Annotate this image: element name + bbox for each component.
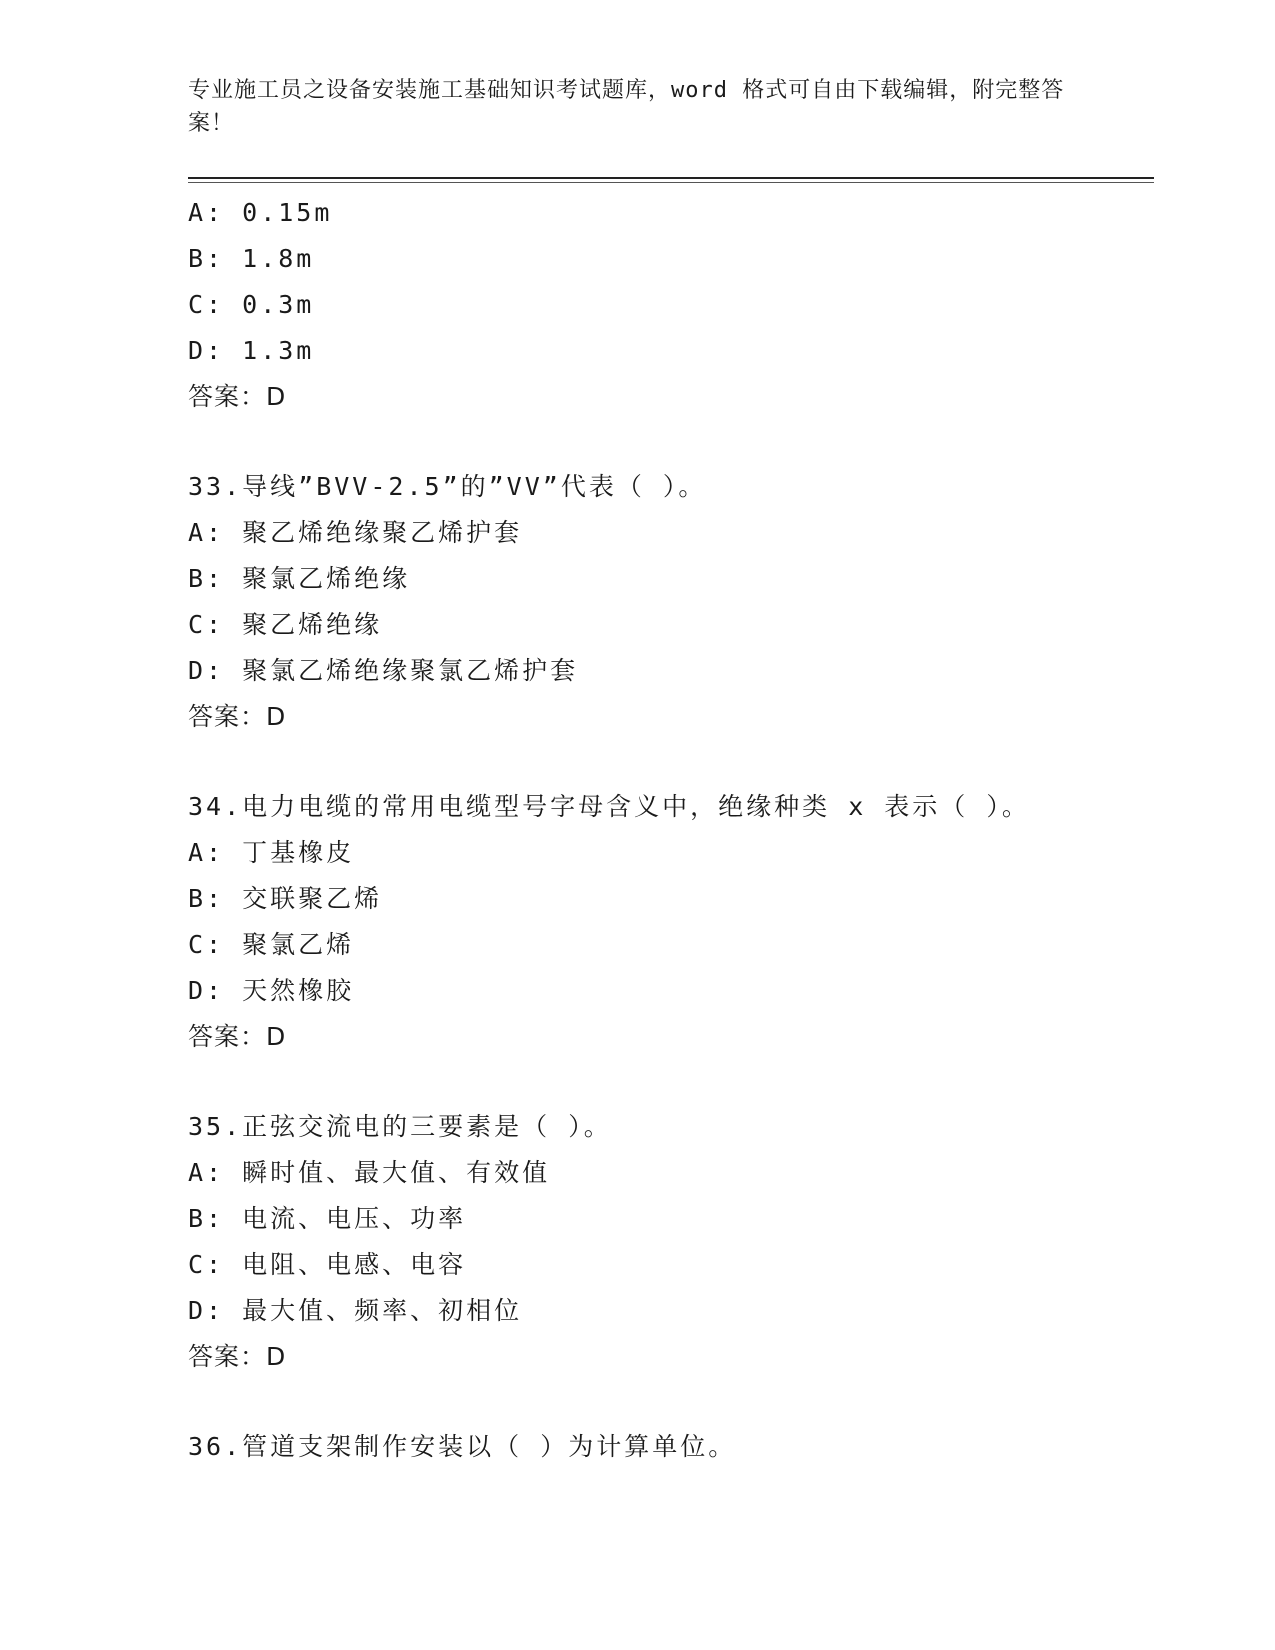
option-b: B: 电流、电压、功率 (188, 1204, 467, 1233)
question-block-35 (188, 1104, 1148, 1380)
header-rule-thick (188, 177, 1154, 179)
option-b: B: 1.8m (188, 244, 315, 273)
option-d: D: 聚氯乙烯绝缘聚氯乙烯护套 (188, 656, 579, 685)
option-c: C: 0.3m (188, 290, 315, 319)
question-stem: 35.正弦交流电的三要素是（ ）。 (188, 1112, 612, 1141)
option-d: D: 最大值、频率、初相位 (188, 1296, 523, 1325)
option-b: B: 交联聚乙烯 (188, 884, 383, 913)
header-rule-thin (188, 182, 1154, 183)
document-header (188, 74, 1068, 140)
question-stem: 36.管道支架制作安装以（ ）为计算单位。 (188, 1432, 737, 1461)
option-c: C: 聚氯乙烯 (188, 930, 355, 959)
option-a: A: 瞬时值、最大值、有效值 (188, 1158, 551, 1187)
question-block-36 (188, 1424, 1148, 1470)
question-block-33 (188, 464, 1148, 740)
question-block-32 (188, 190, 1148, 420)
header-text: 专业施工员之设备安装施工基础知识考试题库，word 格式可自由下载编辑，附完整答案！ (188, 78, 1065, 136)
option-b: B: 聚氯乙烯绝缘 (188, 564, 411, 593)
question-spacer (188, 740, 1148, 784)
question-block-34 (188, 784, 1148, 1060)
question-stem: 33.导线”BVV-2.5”的”VV”代表（ ）。 (188, 472, 707, 501)
question-list (188, 190, 1148, 1470)
option-a: A: 0.15m (188, 198, 333, 227)
question-stem: 34.电力电缆的常用电缆型号字母含义中，绝缘种类 x 表示（ ）。 (188, 792, 1030, 821)
answer-line: 答案：D (188, 382, 287, 411)
question-spacer (188, 420, 1148, 464)
answer-line: 答案：D (188, 1342, 287, 1371)
answer-line: 答案：D (188, 702, 287, 731)
option-c: C: 电阻、电感、电容 (188, 1250, 467, 1279)
question-spacer (188, 1060, 1148, 1104)
answer-line: 答案：D (188, 1022, 287, 1051)
option-a: A: 丁基橡皮 (188, 838, 355, 867)
option-d: D: 天然橡胶 (188, 976, 355, 1005)
option-c: C: 聚乙烯绝缘 (188, 610, 383, 639)
option-a: A: 聚乙烯绝缘聚乙烯护套 (188, 518, 523, 547)
question-spacer (188, 1380, 1148, 1424)
option-d: D: 1.3m (188, 336, 315, 365)
